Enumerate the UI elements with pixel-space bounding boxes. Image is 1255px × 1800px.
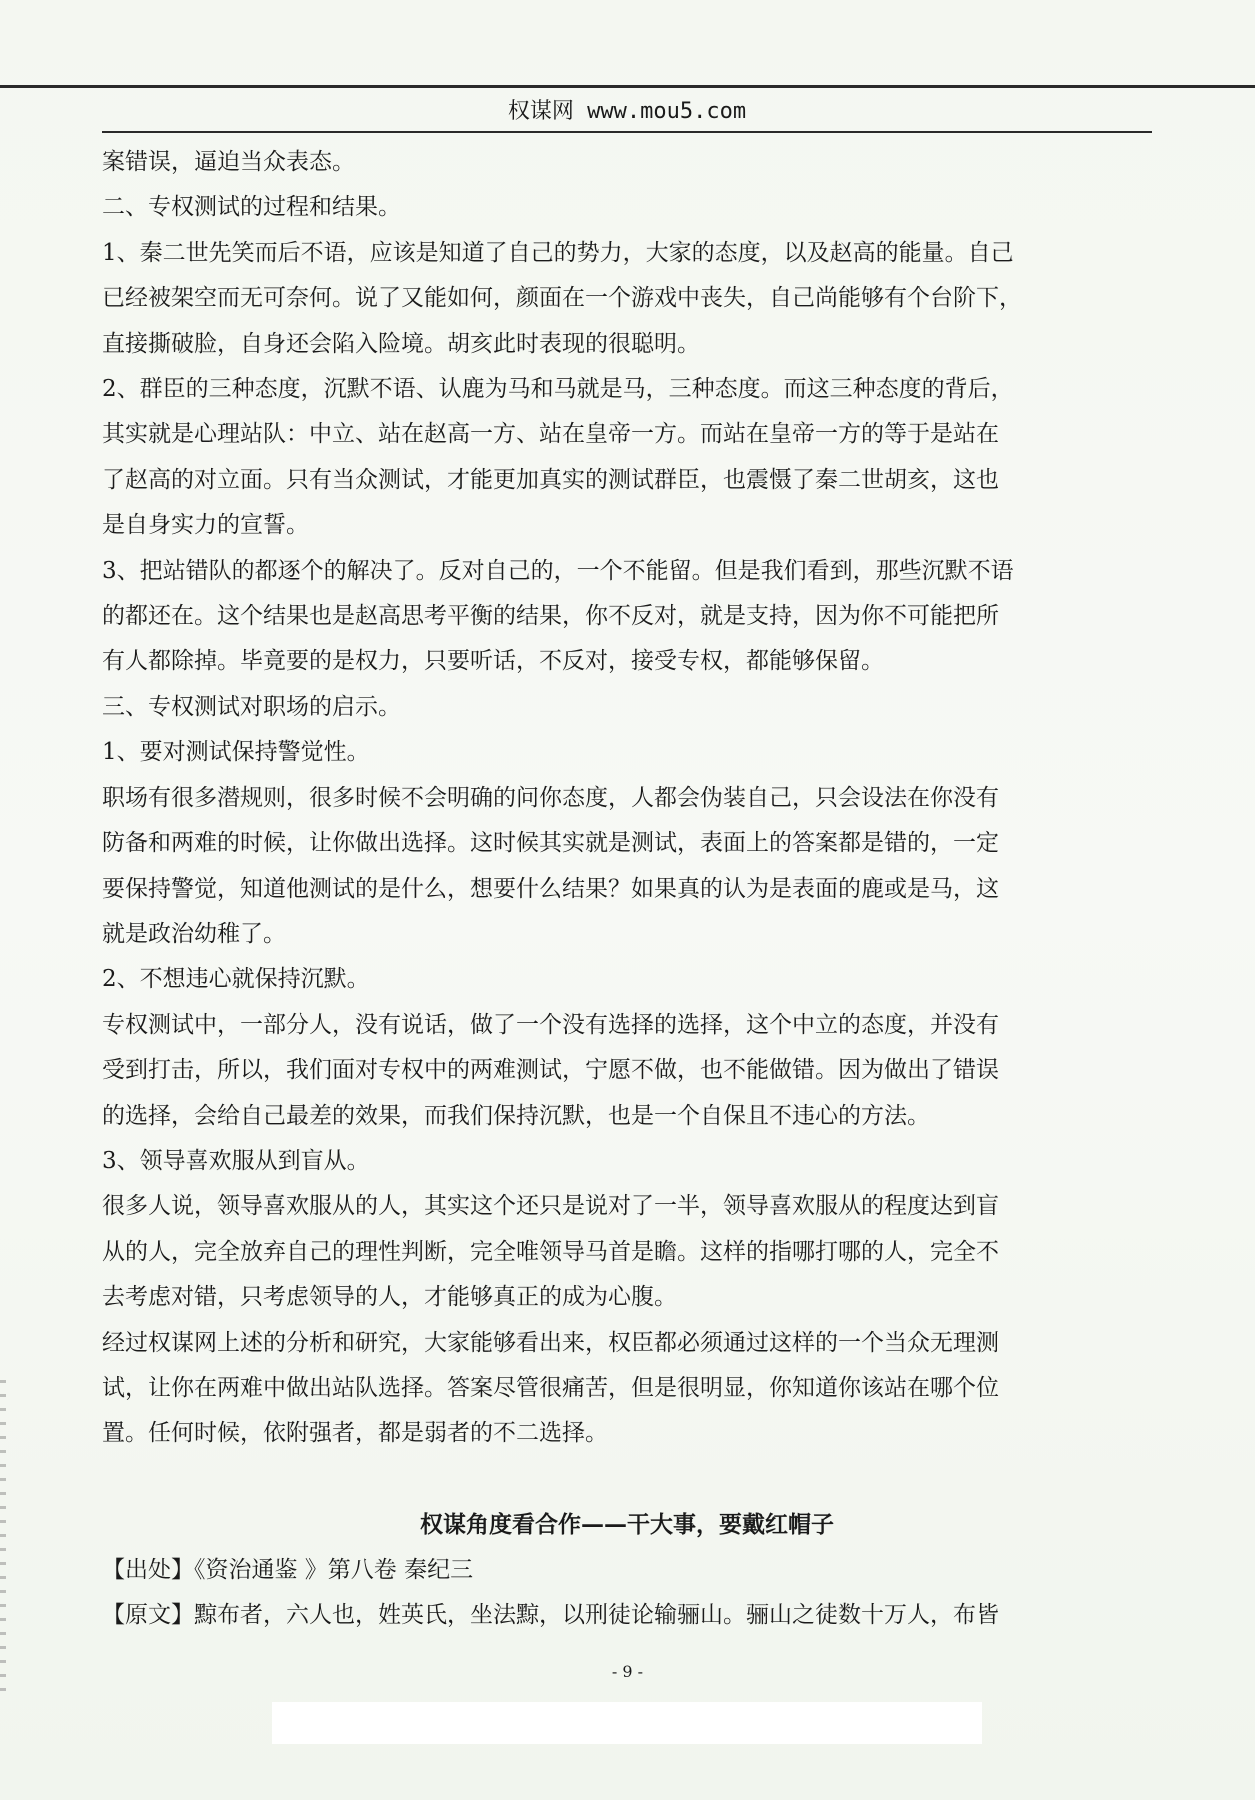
page-header: 权谋网 www.mou5.com bbox=[507, 99, 747, 124]
paragraph-gap bbox=[102, 1457, 1152, 1502]
text-line: 防备和两难的时候，让你做出选择。这时候其实就是测试，表面上的答案都是错的，一定 bbox=[102, 830, 999, 857]
text-line: 直接撕破脸，自身还会陷入险境。胡亥此时表现的很聪明。 bbox=[102, 330, 700, 357]
text-line: 很多人说，领导喜欢服从的人，其实这个还只是说对了一半，领导喜欢服从的程度达到盲 bbox=[102, 1193, 999, 1220]
text-line: 3、把站错队的都逐个的解决了。反对自己的，一个不能留。但是我们看到，那些沉默不语 bbox=[102, 557, 1014, 584]
text-line: 三、专权测试对职场的启示。 bbox=[102, 693, 401, 720]
text-line: 要保持警觉，知道他测试的是什么，想要什么结果？如果真的认为是表面的鹿或是马，这 bbox=[102, 875, 999, 902]
text-line: 职场有很多潜规则，很多时候不会明确的问你态度，人都会伪装自己，只会设法在你没有 bbox=[102, 784, 999, 811]
text-line: 受到打击，所以，我们面对专权中的两难测试，宁愿不做，也不能做错。因为做出了错误 bbox=[102, 1057, 999, 1084]
text-line: 的都还在。这个结果也是赵高思考平衡的结果，你不反对，就是支持，因为你不可能把所 bbox=[102, 603, 999, 630]
text-line: 试，让你在两难中做出站队选择。答案尽管很痛苦，但是很明显，你知道你该站在哪个位 bbox=[102, 1374, 999, 1401]
text-line: 从的人，完全放弃自己的理性判断，完全唯领导马首是瞻。这样的指哪打哪的人，完全不 bbox=[102, 1238, 999, 1265]
text-line: 的选择，会给自己最差的效果，而我们保持沉默，也是一个自保且不违心的方法。 bbox=[102, 1102, 930, 1129]
original-text-line: 【原文】黥布者，六人也，姓英氏，坐法黥，以刑徒论输骊山。骊山之徒数十万人，布皆 bbox=[102, 1601, 999, 1628]
text-line: 案错误，逼迫当众表态。 bbox=[102, 149, 355, 175]
text-line: 其实就是心理站队：中立、站在赵高一方、站在皇帝一方。而站在皇帝一方的等于是站在 bbox=[102, 421, 999, 448]
page-number: - 9 - bbox=[611, 1662, 644, 1681]
text-line: 已经被架空而无可奈何。说了又能如何，颜面在一个游戏中丧失，自己尚能够有个台阶下， bbox=[102, 285, 1022, 312]
page-edge-marks bbox=[0, 1380, 6, 1700]
document-body bbox=[102, 140, 1152, 1638]
text-line: 1、秦二世先笑而后不语，应该是知道了自己的势力，大家的态度，以及赵高的能量。自己 bbox=[102, 239, 1014, 266]
text-line: 是自身实力的宣誓。 bbox=[102, 512, 309, 539]
text-line: 专权测试中，一部分人，没有说话，做了一个没有选择的选择，这个中立的态度，并没有 bbox=[102, 1011, 999, 1038]
text-line: 二、专权测试的过程和结果。 bbox=[102, 194, 401, 221]
text-line: 3、领导喜欢服从到盲从。 bbox=[102, 1147, 370, 1174]
text-line: 经过权谋网上述的分析和研究，大家能够看出来，权臣都必须通过这样的一个当众无理测 bbox=[102, 1329, 999, 1356]
header-rule bbox=[102, 131, 1152, 133]
text-line: 置。任何时候，依附强者，都是弱者的不二选择。 bbox=[102, 1420, 608, 1447]
top-rule bbox=[0, 85, 1255, 88]
text-line: 1、要对测试保持警觉性。 bbox=[102, 739, 370, 766]
text-line: 有人都除掉。毕竟要的是权力，只要听话，不反对，接受专权，都能够保留。 bbox=[102, 648, 884, 675]
text-line: 去考虑对错，只考虑领导的人，才能够真正的成为心腹。 bbox=[102, 1284, 677, 1311]
text-line: 就是政治幼稚了。 bbox=[102, 920, 286, 947]
source-line: 【出处】《资治通鉴 》第八卷 秦纪三 bbox=[102, 1556, 474, 1583]
text-line: 了赵高的对立面。只有当众测试，才能更加真实的测试群臣，也震慑了秦二世胡亥，这也 bbox=[102, 466, 999, 493]
section-title: 权谋角度看合作——干大事，要戴红帽子 bbox=[420, 1511, 834, 1539]
text-line: 2、不想违心就保持沉默。 bbox=[102, 966, 370, 993]
redaction-box bbox=[272, 1702, 982, 1744]
text-line: 2、群臣的三种态度，沉默不语、认鹿为马和马就是马，三种态度。而这三种态度的背后， bbox=[102, 376, 1014, 403]
